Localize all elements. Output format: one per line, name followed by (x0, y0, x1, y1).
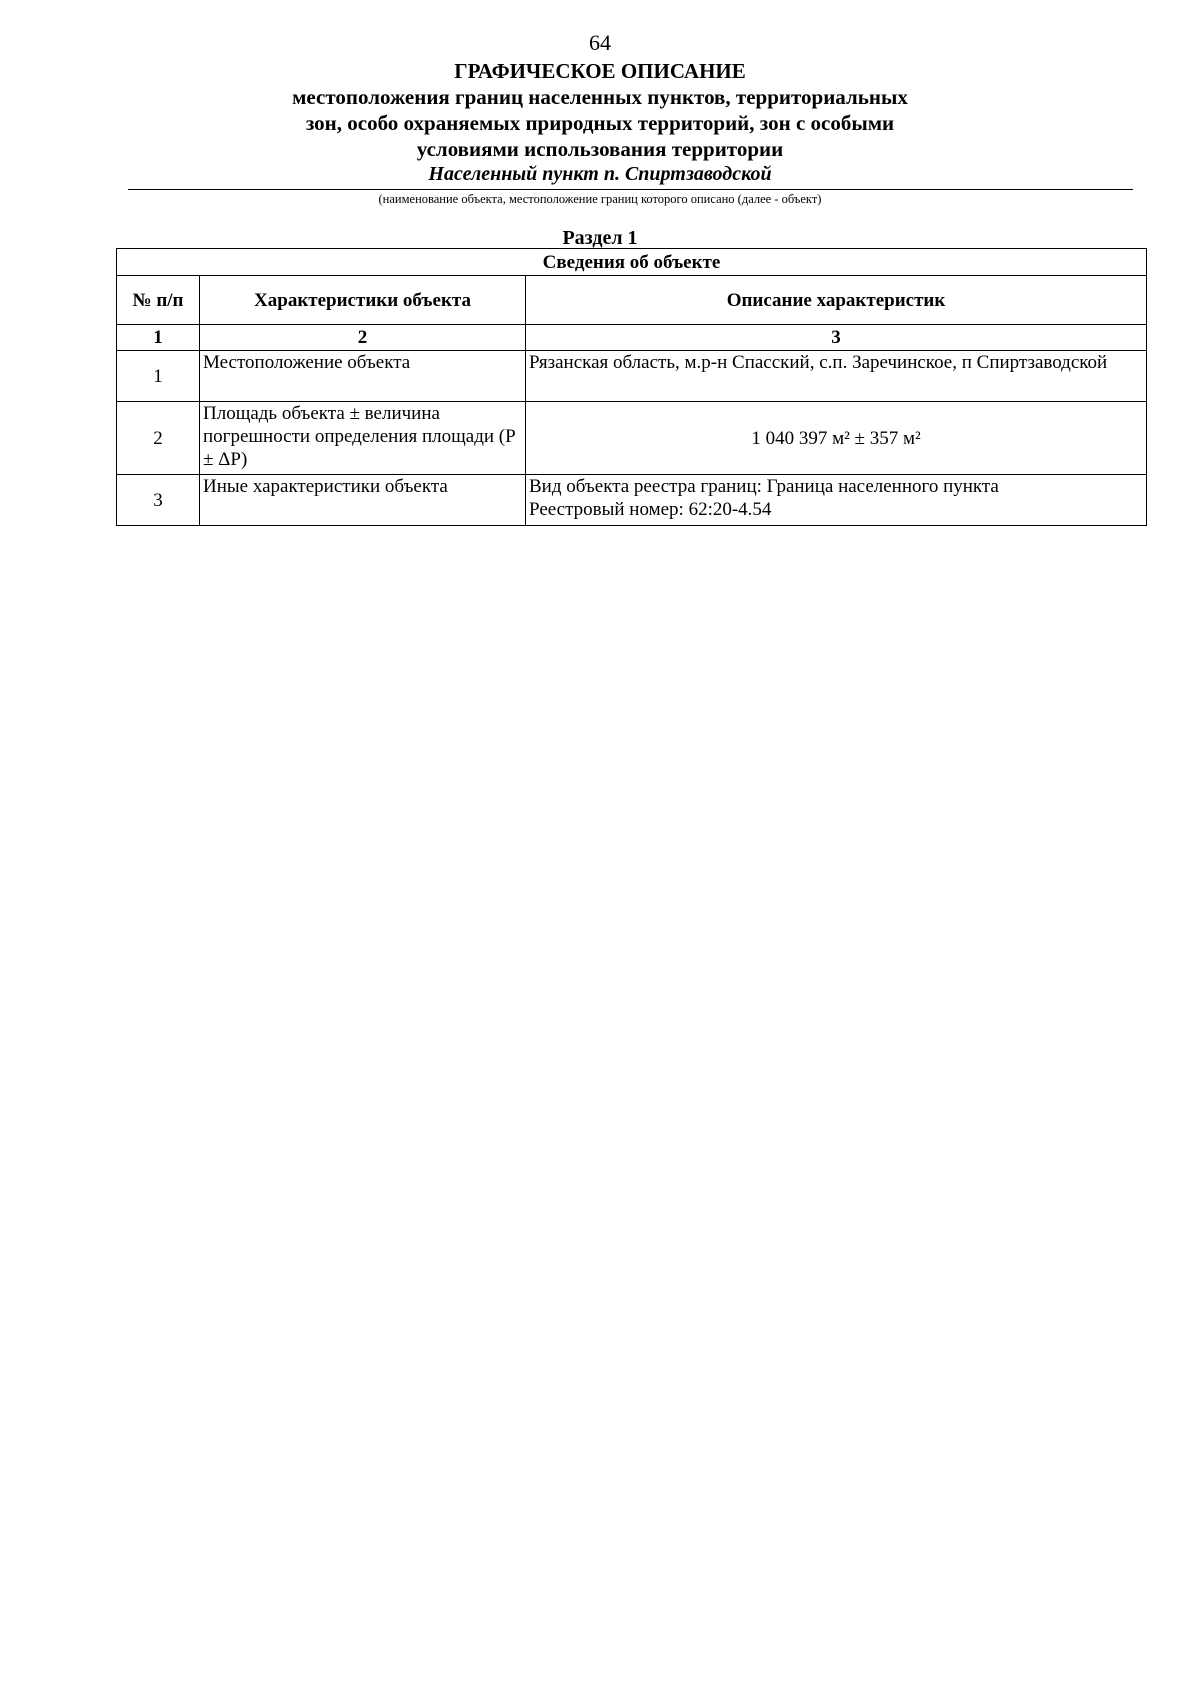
row-index: 1 (117, 351, 200, 402)
column-header-index: № п/п (117, 276, 200, 325)
object-caption: (наименование объекта, местоположение границ которого описано (далее - объект) (378, 192, 822, 206)
object-name: Населенный пункт п. Спиртзаводской (428, 163, 772, 185)
column-number-row (117, 325, 1147, 351)
page-number: 64 (589, 30, 611, 55)
row-index: 2 (117, 402, 200, 475)
row-description-line: Рязанская область, м.р-н Спасский, с.п. Заречинское, п Спиртзаводской (529, 352, 1108, 373)
table-caption-row (117, 249, 1147, 276)
column-number: 3 (526, 325, 1147, 351)
object-name-underline (128, 189, 1133, 190)
row-description-line: 1 040 397 м² ± 357 м² (751, 427, 921, 449)
row-index: 3 (117, 475, 200, 526)
row-description-line: Реестровый номер: 62:20-4.54 (529, 499, 772, 520)
row-description (526, 402, 1147, 475)
column-number: 1 (117, 325, 200, 351)
row-characteristic: Площадь объекта ± величина погрешности определения площади (P ± ΔP) (200, 402, 526, 475)
table-row (117, 402, 1147, 475)
document-subtitle-line: условиями использования территории (416, 137, 784, 161)
document-title: ГРАФИЧЕСКОЕ ОПИСАНИЕ (454, 59, 746, 83)
column-header-description: Описание характеристик (526, 276, 1147, 325)
document-subtitle-line: местоположения границ населенных пунктов, территориальных (292, 85, 908, 109)
table-caption: Сведения об объекте (117, 249, 1147, 276)
table-row (117, 475, 1147, 526)
row-description (526, 351, 1147, 402)
column-header-characteristic: Характеристики объекта (200, 276, 526, 325)
section-title: Раздел 1 (562, 227, 638, 249)
table-row (117, 351, 1147, 402)
row-description (526, 475, 1147, 526)
row-characteristic: Иные характеристики объекта (200, 475, 526, 526)
table-header-row (117, 276, 1147, 325)
row-description-line: Вид объекта реестра границ: Граница населенного пункта (529, 476, 999, 497)
document-subtitle-line: зон, особо охраняемых природных территорий, зон с особыми (305, 111, 895, 135)
column-number: 2 (200, 325, 526, 351)
row-characteristic: Местоположение объекта (200, 351, 526, 402)
object-info-table (116, 248, 1147, 526)
document-header (0, 58, 1200, 162)
